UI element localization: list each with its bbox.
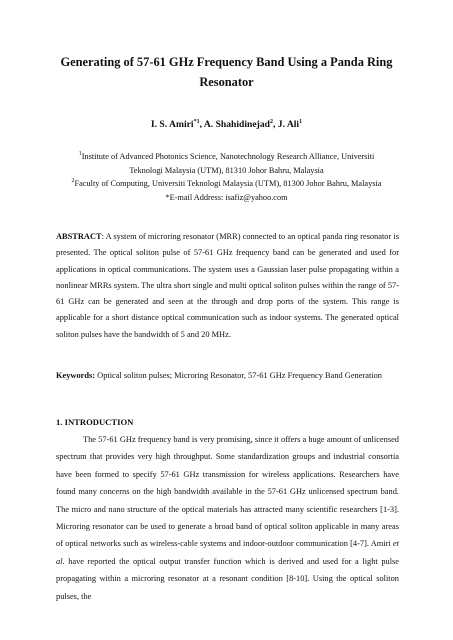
author-name: J. Ali [277, 119, 300, 130]
contact-email-line [40, 191, 413, 205]
author-superscript: 2 [269, 118, 273, 125]
body-text: The 57-61 GHz frequency band is very promising, since it offers a huge amount of unlicensed spectrum that provides very high throughput. Some standardization groups and industrial consortia have been formed to specify 57-61 GHz transmission for wireless applications. Researchers have found many concerns on the high bandwidth available in the 57-61 GHz unlicensed spectrum band. The micro and nano structure of the optical materials has attracted many scientific researchers [1-3]. Microring resonator can be used to generate a broad band of optical soliton applicable in many areas of optical networks such as wireless-cable systems and indoor-outdoor communication [4-7]. Amiri [56, 435, 399, 549]
body-text: . have reported the optical output transfer function which is derived and used for a light pulse propagating within a microring resonator at a resonant condition [8-10]. Using the optical soliton pulses, the [56, 556, 399, 601]
author-separator: , [272, 119, 278, 130]
affiliation-text: Faculty of Computing, Universiti Teknologi Malaysia (UTM), 81300 Johor Bahru, Malaysia [74, 179, 382, 188]
author-superscript: *1 [193, 118, 200, 125]
affiliation-superscript: 2 [71, 178, 75, 185]
affiliation-line [40, 177, 413, 191]
affiliation-line [40, 164, 413, 178]
paper-title: Generating of 57-61 GHz Frequency Band Using a Panda Ring Resonator [60, 55, 393, 89]
author-separator: , [199, 119, 204, 130]
author-name: I. S. Amiri [150, 119, 194, 130]
section-heading: 1. INTRODUCTION [56, 417, 134, 427]
author-list [40, 118, 413, 132]
abstract-label: ABSTRACT [56, 232, 102, 241]
author-superscript: 1 [299, 118, 303, 125]
abstract-text: : A system of microring resonator (MRR) connected to an optical panda ring resonator is presented. The optical soliton pulse of 57-61 GHz frequency band can be generated and used for applications in optical communications. The system uses a Gaussian laser pulse propagating within a nonlinear MRRs system. The ultra short single and multi optical soliton pulses within the range of 57-61 GHz can be generated and seen at the through and drop ports of the system. This range is applicable for a short distance optical communication such as indoor systems. The generated optical soliton pulses have the bandwidth of 5 and 20 MHz. [56, 232, 399, 339]
abstract [56, 229, 399, 343]
affiliation-text: *E-mail Address: isafiz@yahoo.com [165, 192, 288, 202]
italic-text: et al [56, 539, 399, 566]
affiliation-text: Institute of Advanced Photonics Science, Nanotechnology Research Alliance, Universiti [81, 152, 375, 161]
keywords [56, 368, 399, 384]
keywords-label: Keywords: [56, 371, 96, 380]
introduction-paragraph [56, 431, 399, 605]
affiliation-text: Teknologi Malaysia (UTM), 81310 Johor Bahru, Malaysia [129, 165, 324, 175]
keywords-text: Optical soliton pulses; Microring Resonator, 57-61 GHz Frequency Band Generation [95, 371, 382, 380]
affiliations [40, 150, 413, 204]
author-name: A. Shahidinejad [203, 119, 270, 130]
affiliation-line [40, 150, 413, 164]
affiliation-superscript: 1 [78, 151, 82, 158]
